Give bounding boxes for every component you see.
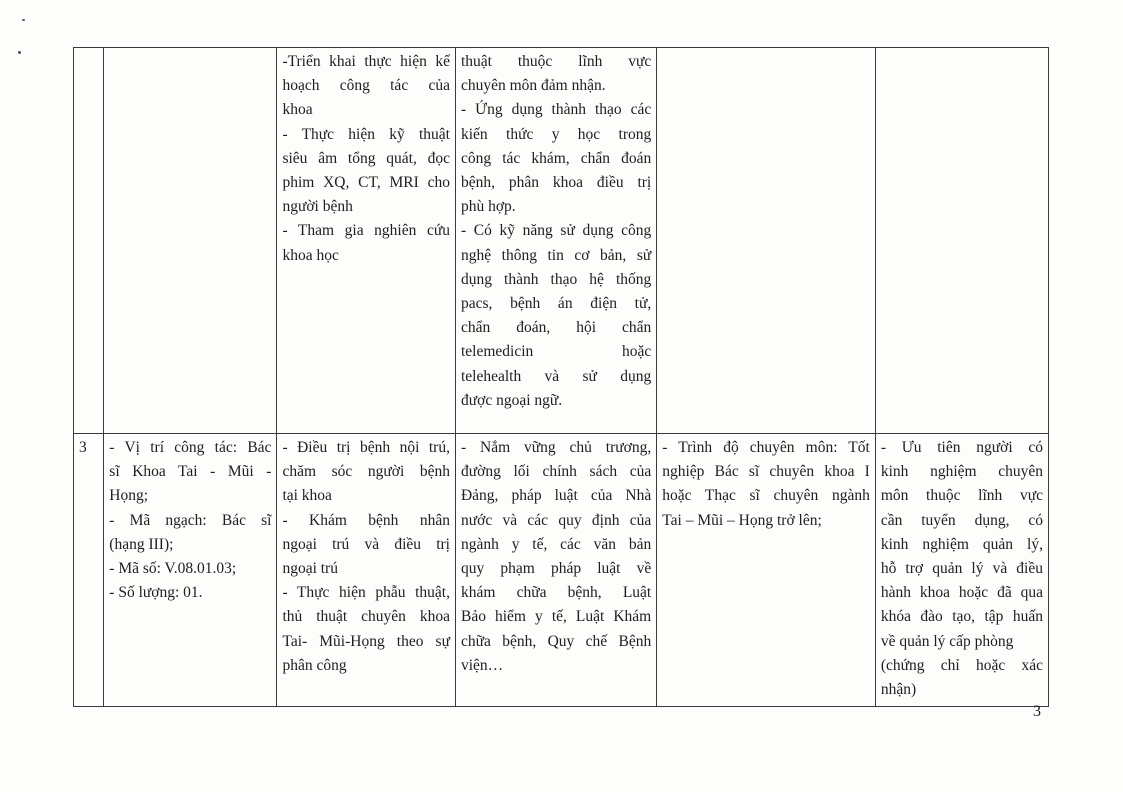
text-line: môn thuộc lĩnh vực [880, 487, 1043, 505]
cell-tasks [277, 48, 456, 434]
text-line: Họng; [109, 487, 149, 505]
cell-position [104, 48, 277, 434]
text-line: telehealth và sử dụng [460, 367, 652, 385]
cell-position [104, 434, 277, 707]
text-line: chữa bệnh, Quy chế Bệnh [460, 632, 652, 650]
text-line: phân công [282, 656, 347, 674]
text-line: - Khám bệnh nhân [282, 511, 450, 529]
text-line: - Thực hiện kỹ thuật [282, 125, 450, 143]
text-line: - Vị trí công tác: Bác [109, 439, 272, 456]
text-line: hỗ trợ quản lý và điều [880, 560, 1043, 578]
text-line: người bệnh [282, 198, 353, 216]
cell-stt [74, 48, 104, 434]
page-number: 3 [1033, 703, 1041, 720]
text-line: nghệ thông tin cơ bản, sử [460, 246, 652, 264]
text-line: - Điều trị bệnh nội trú, [282, 439, 450, 456]
text-line: Đảng, pháp luật của Nhà [460, 487, 652, 505]
text-line: hành khoa hoặc đã qua [880, 584, 1043, 602]
text-line: thủ thuật chuyên khoa [282, 608, 450, 626]
text-line: - Tham gia nghiên cứu [282, 222, 450, 240]
text-line: chăm sóc người bệnh [282, 463, 450, 481]
text-line: nghiệp Bác sĩ chuyên khoa I [662, 463, 870, 481]
text-line: hoạch công tác của [282, 77, 450, 95]
text-line: kinh nghiệm quản lý, [880, 535, 1043, 553]
text-line: được ngoại ngữ. [460, 391, 563, 409]
text-line: khoa học [282, 246, 339, 264]
cell-knowledge [455, 434, 656, 707]
text-line: - Có kỹ năng sử dụng công [460, 222, 652, 240]
text-line: khám chữa bệnh, Luật [460, 584, 652, 602]
text-line: viện… [460, 656, 504, 674]
table-row [74, 434, 1049, 707]
text-line: (hạng III); [109, 535, 174, 553]
text-line: nhận) [880, 681, 917, 699]
cell-knowledge [455, 48, 656, 434]
text-line: telemedicin hoặc [460, 343, 652, 361]
text-line: chuyên môn đảm nhận. [460, 77, 606, 95]
text-line: quy phạm pháp luật về [460, 560, 652, 578]
text-line: Tai- Mũi-Họng theo sự [282, 632, 450, 650]
text-line: công tác khám, chẩn đoán [460, 149, 652, 167]
cell-priority [875, 434, 1048, 707]
cell-qualification [657, 434, 876, 707]
text-line: bệnh, phân khoa điều trị [460, 174, 652, 192]
text-line: - Thực hiện phẫu thuật, [282, 584, 450, 602]
text-line: - Nắm vững chủ trương, [460, 439, 652, 456]
text-line: về quản lý cấp phòng [880, 632, 1014, 650]
text-line: siêu âm tổng quát, đọc [282, 149, 450, 167]
text-line: pacs, bệnh án điện tử, [460, 295, 652, 313]
text-line: - Ứng dụng thành thạo các [460, 101, 652, 119]
text-line: Bảo hiểm y tế, Luật Khám [460, 608, 652, 626]
text-line: kiến thức y học trong [460, 125, 652, 143]
text-line: chẩn đoán, hội chẩn [460, 319, 652, 337]
text-line: hoặc Thạc sĩ chuyên ngành [662, 487, 870, 505]
text-line: (chứng chỉ hoặc xác [880, 656, 1043, 674]
cell-stt: 3 [74, 434, 104, 707]
scan-speck [18, 51, 21, 54]
text-line: -Triển khai thực hiện kế [282, 53, 450, 70]
text-line: khóa đào tạo, tập huấn [880, 608, 1043, 626]
text-line: ngoại trú và điều trị [282, 535, 450, 553]
cell-qualification [657, 48, 876, 434]
text-line: sĩ Khoa Tai - Mũi - [109, 463, 272, 481]
text-line: đường lối chính sách của [460, 463, 652, 481]
text-line: tại khoa [282, 487, 332, 505]
text-line: - Ưu tiên người có [880, 439, 1043, 456]
text-line: dụng thành thạo hệ thống [460, 270, 652, 288]
table-row [74, 48, 1049, 434]
text-line: - Mã số: V.08.01.03; [109, 560, 237, 578]
recruitment-table [73, 47, 1049, 707]
text-line: cần tuyển dụng, có [880, 511, 1043, 529]
text-line: ngoại trú [282, 560, 338, 578]
text-line: thuật thuộc lĩnh vực [460, 53, 652, 70]
text-line: Tai – Mũi – Họng trở lên; [662, 511, 822, 529]
scan-speck [22, 19, 25, 21]
cell-tasks [277, 434, 456, 707]
text-line: - Mã ngạch: Bác sĩ [109, 511, 272, 529]
text-line: phim XQ, CT, MRI cho [282, 174, 450, 192]
text-line: phù hợp. [460, 198, 516, 216]
text-line: ngành y tế, các văn bản [460, 535, 652, 553]
text-line: kinh nghiệm chuyên [880, 463, 1043, 481]
cell-priority [875, 48, 1048, 434]
text-line: khoa [282, 101, 313, 119]
text-line: - Trình độ chuyên môn: Tốt [662, 439, 870, 456]
text-line: - Số lượng: 01. [109, 584, 203, 602]
text-line: nước và các quy định của [460, 511, 652, 529]
